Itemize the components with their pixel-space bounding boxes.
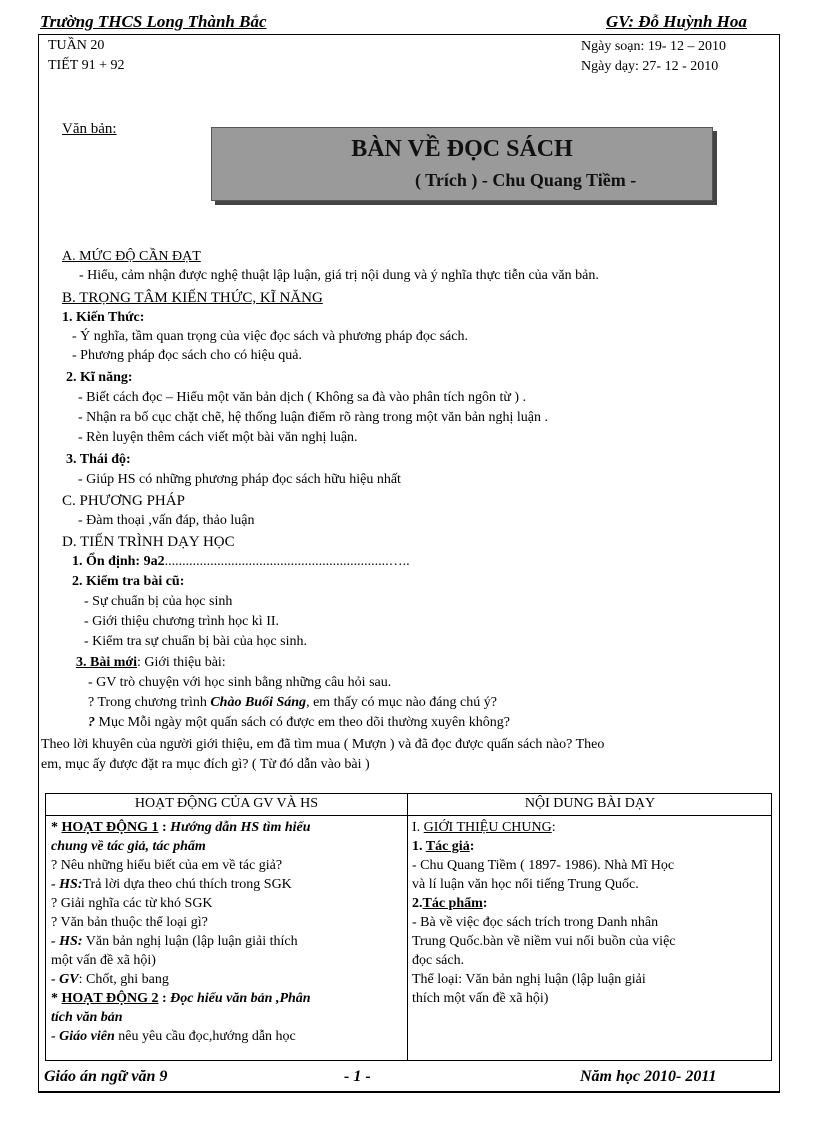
section-d3-question: ? Mục Mỗi ngày một quấn sách có được em theo dõi thường xuyên không? <box>88 715 510 730</box>
section-b3-heading: 3. Thái độ: <box>66 452 131 467</box>
section-c-heading: C. PHƯƠNG PHÁP <box>62 493 185 509</box>
section-b2-item: - Nhận ra bố cục chặt chẽ, hệ thống luận điểm rõ ràng trong một văn bản nghị luận . <box>78 410 549 425</box>
intro-paragraph-line: em, mục ấy được đặt ra mục đích gì? ( Từ đó dẫn vào bài ) <box>41 757 370 772</box>
left-row: - GV: Chốt, ghi bang <box>51 972 169 987</box>
left-row: ? Văn bản thuộc thể loại gì? <box>51 915 208 930</box>
period-label: TIẾT 91 + 92 <box>48 58 125 73</box>
school-name: Trường THCS Long Thành Bắc <box>40 12 267 31</box>
right-row: và lí luận văn học nổi tiếng Trung Quốc. <box>412 877 639 892</box>
prep-date: Ngày soạn: 19- 12 – 2010 <box>581 39 727 54</box>
footer-page-number: - 1 - <box>344 1068 371 1085</box>
section-d2-heading: 2. Kiểm tra bài cũ: <box>72 574 185 589</box>
section-b3-item: - Giúp HS có những phương pháp đọc sách hữu hiệu nhất <box>78 472 401 487</box>
col2-header: NỘI DUNG BÀI DẠY <box>524 796 656 811</box>
right-row: - Chu Quang Tiềm ( 1897- 1986). Nhà Mĩ Học <box>412 858 675 873</box>
header-divider <box>46 815 771 816</box>
lesson-table <box>45 793 772 1061</box>
section-d1: 1. Ổn định: 9a2................................................................….. <box>72 554 410 569</box>
section-a-item: - Hiểu, cảm nhận được nghệ thuật lập luận, giá trị nội dung và ý nghĩa thực tiễn của văn bản. <box>79 268 599 283</box>
section-b2-item: - Biết cách đọc – Hiểu một văn bản dịch ( Không sa đà vào phân tích ngôn từ ) . <box>78 390 527 405</box>
section-d3-question: ? Trong chương trình Chào Buổi Sáng, em thấy có mục nào đáng chú ý? <box>88 695 497 710</box>
teacher-name: GV: Đỗ Huỳnh Hoa <box>606 12 747 31</box>
col1-header: HOẠT ĐỘNG CỦA GV VÀ HS <box>134 796 319 811</box>
right-row: thích một vấn đề xã hội) <box>412 991 549 1006</box>
section-d3-heading: 3. Bài mới: Giới thiệu bài: <box>76 655 226 670</box>
section-d3-item: - GV trò chuyện với học sinh bằng những câu hỏi sau. <box>88 675 392 690</box>
section-c-item: - Đàm thoại ,vấn đáp, thảo luận <box>78 513 255 528</box>
activity-1-heading-cont: chung về tác giả, tác phẩm <box>51 839 206 854</box>
left-row: - Giáo viên nêu yêu cầu đọc,hướng dẫn học <box>51 1029 296 1044</box>
left-row: một vấn đề xã hội) <box>51 953 156 968</box>
left-row: - HS:Trả lời dựa theo chú thích trong SGK <box>51 877 292 892</box>
section-d2-item: - Kiểm tra sự chuẩn bị bài của học sinh. <box>84 634 307 649</box>
right-section-heading: I. GIỚI THIỆU CHUNG: <box>412 820 556 835</box>
right-row: Thể loại: Văn bản nghị luận (lập luận giải <box>412 972 646 987</box>
right-row: - Bà về việc đọc sách trích trong Danh nhân <box>412 915 659 930</box>
section-b2-item: - Rèn luyện thêm cách viết một bài văn nghị luận. <box>78 430 358 445</box>
activity-2-heading-cont: tích văn bản <box>51 1010 123 1025</box>
right-subheading: 1. Tác giả: <box>412 839 475 854</box>
left-row: - HS: Văn bản nghị luận (lập luận giải thích <box>51 934 298 949</box>
section-b1-heading: 1. Kiến Thức: <box>62 310 145 325</box>
section-a-heading: A. MỨC ĐỘ CẦN ĐẠT <box>62 249 201 264</box>
left-row: ? Nêu những hiểu biết của em về tác giả? <box>51 858 283 873</box>
week-label: TUẦN 20 <box>48 38 105 53</box>
lesson-title: BÀN VỀ ĐỌC SÁCH <box>351 136 573 162</box>
text-label: Văn bản: <box>62 121 117 137</box>
section-b2-heading: 2. Kĩ năng: <box>66 370 133 385</box>
title-box <box>211 127 713 201</box>
activity-2-heading: * HOẠT ĐỘNG 2 : Đọc hiểu văn bản ,Phân <box>51 991 311 1006</box>
section-d2-item: - Sự chuẩn bị của học sinh <box>84 594 233 609</box>
intro-paragraph-line: Theo lời khuyên của người giới thiệu, em đã tìm mua ( Mượn ) và đã đọc được quấn sách nào? Theo <box>41 737 605 752</box>
section-d-heading: D. TIẾN TRÌNH DẠY HỌC <box>62 534 235 550</box>
footer-right: Năm học 2010- 2011 <box>580 1068 717 1085</box>
footer-left: Giáo án ngữ văn 9 <box>44 1068 168 1085</box>
teach-date: Ngày dạy: 27- 12 - 2010 <box>581 59 719 74</box>
section-b1-item: - Phương pháp đọc sách cho có hiệu quả. <box>72 348 302 363</box>
left-row: ? Giải nghĩa các từ khó SGK <box>51 896 213 911</box>
activity-1-heading: * HOẠT ĐỘNG 1 : Hướng dẫn HS tìm hiểu <box>51 820 311 835</box>
lesson-subtitle: ( Trích ) - Chu Quang Tiềm - <box>415 170 637 190</box>
right-row: đọc sách. <box>412 953 465 968</box>
section-b1-item: - Ý nghĩa, tầm quan trọng của việc đọc sách và phương pháp đọc sách. <box>72 329 468 344</box>
section-d2-item: - Giới thiệu chương trình học kì II. <box>84 614 280 629</box>
section-b-heading: B. TRỌNG TÂM KIẾN THỨC, KĨ NĂNG <box>62 290 323 306</box>
right-subheading: 2.Tác phẩm: <box>412 896 488 911</box>
right-row: Trung Quốc.bàn về niềm vui nổi buồn của việc <box>412 934 676 949</box>
footer-rule <box>38 1092 780 1093</box>
column-divider <box>407 794 408 1060</box>
